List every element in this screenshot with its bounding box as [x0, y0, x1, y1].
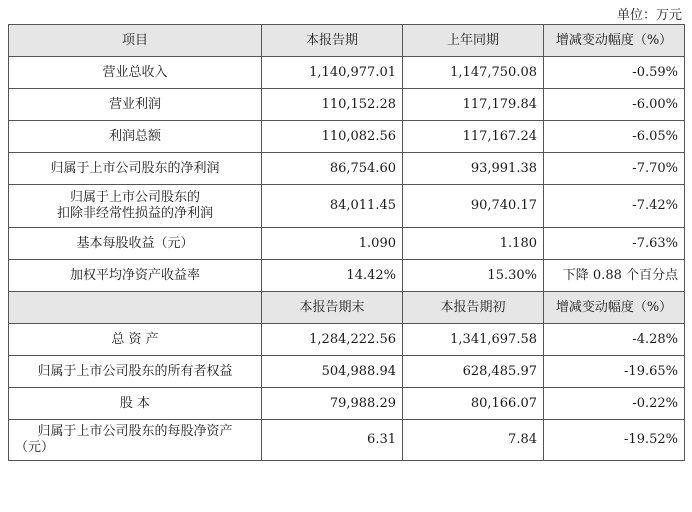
change-value: -0.59%: [544, 57, 685, 89]
row-label: 利润总额: [9, 121, 262, 153]
header-blank: [9, 292, 262, 324]
prior-value: 117,179.84: [403, 89, 544, 121]
table-row: [9, 185, 685, 228]
current-value: 504,988.94: [262, 356, 403, 388]
current-value: 1.090: [262, 228, 403, 260]
table-row: [9, 89, 685, 121]
table-row: [9, 420, 685, 461]
row-label: 归属于上市公司股东的所有者权益: [9, 356, 262, 388]
header-change-pct: 增减变动幅度（%）: [544, 25, 685, 57]
change-value: -7.42%: [544, 185, 685, 228]
row-label: 股 本: [9, 388, 262, 420]
current-value: 110,082.56: [262, 121, 403, 153]
prior-value: 1.180: [403, 228, 544, 260]
header-change-pct: 增减变动幅度（%）: [544, 292, 685, 324]
current-value: 1,140,977.01: [262, 57, 403, 89]
header-period-start: 本报告期初: [403, 292, 544, 324]
current-value: 84,011.45: [262, 185, 403, 228]
header-period-end: 本报告期末: [262, 292, 403, 324]
row-label: 基本每股收益（元）: [9, 228, 262, 260]
current-value: 1,284,222.56: [262, 324, 403, 356]
header-prior-period: 上年同期: [403, 25, 544, 57]
current-value: 14.42%: [262, 260, 403, 292]
prior-value: 628,485.97: [403, 356, 544, 388]
row-label-line1: 归属于上市公司股东的每股净资产: [37, 424, 233, 439]
current-value: 86,754.60: [262, 153, 403, 185]
change-value: -4.28%: [544, 324, 685, 356]
row-label: 营业利润: [9, 89, 262, 121]
table-row: [9, 57, 685, 89]
header-item: 项目: [9, 25, 262, 57]
change-value: -6.00%: [544, 89, 685, 121]
table-row: [9, 228, 685, 260]
change-value: -19.65%: [544, 356, 685, 388]
prior-value: 1,341,697.58: [403, 324, 544, 356]
change-value: -0.22%: [544, 388, 685, 420]
table-row: [9, 260, 685, 292]
current-value: 6.31: [262, 420, 403, 461]
row-label: 总 资 产: [9, 324, 262, 356]
change-value: -7.70%: [544, 153, 685, 185]
change-value: -6.05%: [544, 121, 685, 153]
table-header-row-balance: [9, 292, 685, 324]
change-value: 下降 0.88 个百分点: [544, 260, 685, 292]
current-value: 79,988.29: [262, 388, 403, 420]
table-row: [9, 121, 685, 153]
table-row: [9, 153, 685, 185]
prior-value: 93,991.38: [403, 153, 544, 185]
header-current-period: 本报告期: [262, 25, 403, 57]
row-label: [9, 420, 262, 461]
prior-value: 117,167.24: [403, 121, 544, 153]
row-label: 加权平均净资产收益率: [9, 260, 262, 292]
table-header-row: [9, 25, 685, 57]
prior-value: 15.30%: [403, 260, 544, 292]
current-value: 110,152.28: [262, 89, 403, 121]
change-value: -7.63%: [544, 228, 685, 260]
change-value: -19.52%: [544, 420, 685, 461]
row-label: [9, 185, 262, 228]
table-row: [9, 388, 685, 420]
prior-value: 7.84: [403, 420, 544, 461]
prior-value: 90,740.17: [403, 185, 544, 228]
row-label-line2: （元）: [15, 440, 55, 455]
table-row: [9, 356, 685, 388]
row-label-line2: 扣除非经常性损益的净利润: [56, 206, 213, 221]
table-row: [9, 324, 685, 356]
prior-value: 80,166.07: [403, 388, 544, 420]
prior-value: 1,147,750.08: [403, 57, 544, 89]
financial-summary-table: [8, 24, 685, 461]
unit-label: 单位：万元: [616, 8, 682, 23]
row-label: 归属于上市公司股东的净利润: [9, 153, 262, 185]
row-label: 营业总收入: [9, 57, 262, 89]
row-label-line1: 归属于上市公司股东的: [69, 190, 200, 205]
